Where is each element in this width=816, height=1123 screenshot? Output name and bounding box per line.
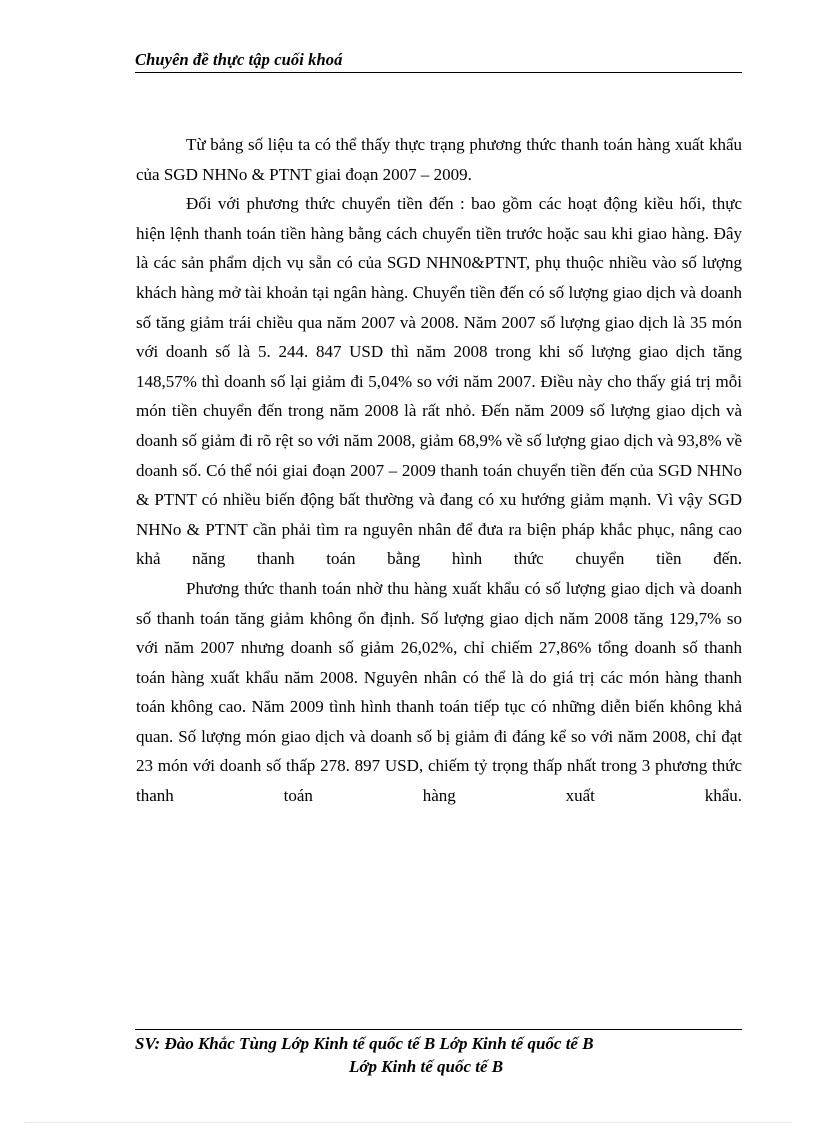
paragraph-remittance: Đối với phương thức chuyển tiền đến : bao gồm các hoạt động kiều hối, thực hiện lệnh thanh toán tiền hàng bằng cách chuyển tiền trước hoặc sau khi giao hàng. Đây là các sản phẩm dịch vụ sẵn có của SGD NHN0&PTNT, phụ thuộc nhiều vào số lượng khách hàng mở tài khoản tại ngân hàng. Chuyển tiền đến có số lượng giao dịch và doanh số tăng giảm trái chiều qua năm 2007 và 2008. Năm 2007 số lượng giao dịch là 35 món với doanh số là 5. 244. 847 USD thì năm 2008 trong khi số lượng giao dịch tăng 148,57% thì doanh số lại giảm đi 5,04% so với năm 2007. Điều này cho thấy giá trị mỗi món tiền chuyển đến trong năm 2008 là rất nhỏ. Đến năm 2009 số lượng giao dịch và doanh số giảm đi rõ rệt so với năm 2008, giảm 68,9% về số lượng giao dịch và 93,8% về doanh số. Có thể nói giai đoạn 2007 – 2009 thanh toán chuyển tiền đến của SGD NHNo & PTNT có nhiều biến động bất thường và đang có xu hướng giảm mạnh. Vì vậy SGD NHNo & PTNT cần phải tìm ra nguyên nhân để đưa ra biện pháp khắc phục, nâng cao khả năng thanh toán bằng hình thức chuyển tiền đến. [136, 194, 742, 569]
paragraph-intro: Từ bảng số liệu ta có thể thấy thực trạng phương thức thanh toán hàng xuất khẩu của SGD NHNo & PTNT giai đoạn 2007 – 2009. [136, 135, 742, 184]
footer-class-line: Lớp Kinh tế quốc tế B [349, 1057, 504, 1076]
paragraph-collection: Phương thức thanh toán nhờ thu hàng xuất khẩu có số lượng giao dịch và doanh số thanh toán tăng giảm không ổn định. Số lượng giao dịch năm 2008 tăng 129,7% so với năm 2007 nhưng doanh số giảm 26,02%, chỉ chiếm 27,86% tổng doanh số thanh toán hàng xuất khẩu năm 2008. Nguyên nhân có thể là do giá trị các món hàng thanh toán không cao. Năm 2009 tình hình thanh toán tiếp tục có những diễn biến không khả quan. Số lượng món giao dịch và doanh số bị giảm đi đáng kể so với năm 2008, chỉ đạt 23 món với doanh số thấp 278. 897 USD, chiếm tỷ trọng thấp nhất trong 3 phương thức thanh toán hàng xuất khẩu. [136, 578, 742, 806]
footer-author-line: SV: Đào Khắc Tùng Lớp Kinh tế quốc tế B Lớp Kinh tế quốc tế B [135, 1034, 594, 1053]
document-body [136, 130, 742, 811]
page-header [135, 48, 742, 73]
header-title: Chuyên đề thực tập cuối khoá [135, 50, 343, 69]
page-footer [135, 1029, 742, 1076]
